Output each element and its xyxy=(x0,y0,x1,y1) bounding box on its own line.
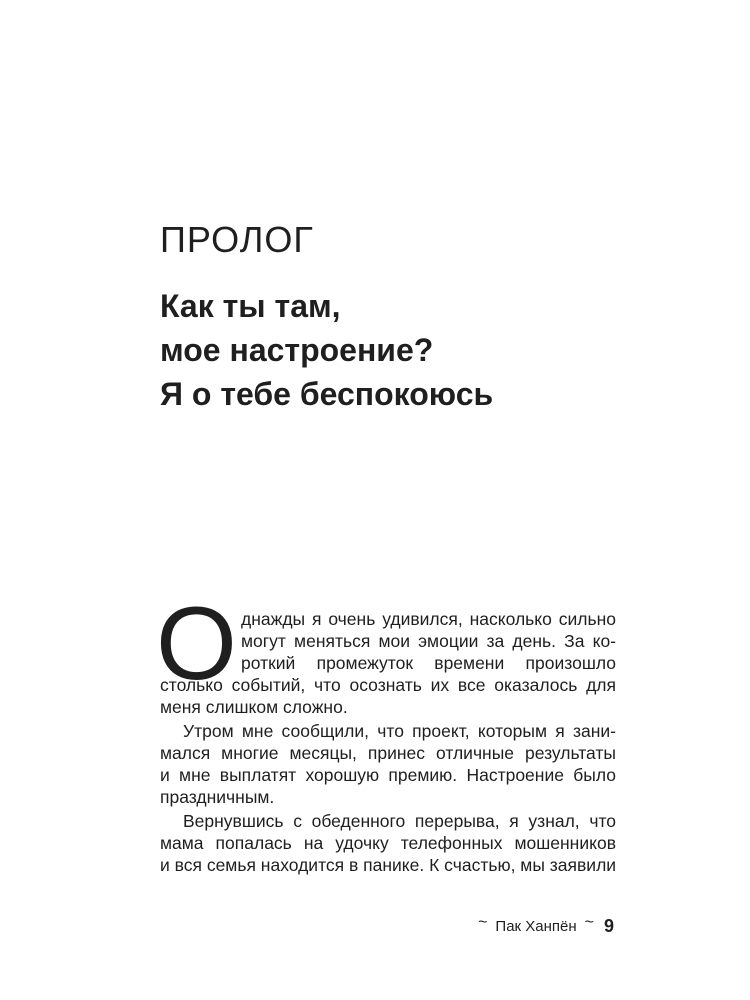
body-line: днажды я очень удивился, насколько сильно xyxy=(241,609,616,629)
body-line: и мне выплатят хорошую премию. Настроение было xyxy=(160,765,616,785)
body-line: и вся семья находится в панике. К счастью, мы заявили xyxy=(160,855,617,875)
body-line: Вернувшись с обеденного перерыва, я узнал, что xyxy=(183,811,616,831)
body-line: могут меняться мои эмоции за день. За ко- xyxy=(241,631,616,651)
chapter-title-line: Я о тебе беспокоюсь xyxy=(160,376,494,412)
footer-ornament-right: ~ xyxy=(584,913,594,931)
page-number: 9 xyxy=(603,916,614,936)
drop-cap: О xyxy=(156,586,237,702)
chapter-title xyxy=(160,284,620,416)
body-line: Утром мне сообщили, что проект, которым я зани- xyxy=(183,721,616,741)
body-line: праздничным. xyxy=(160,787,275,807)
chapter-title-line: Как ты там, xyxy=(160,288,341,324)
body-line: роткий промежуток времени произошло xyxy=(241,653,616,673)
footer-ornament-left: ~ xyxy=(478,913,488,931)
page-footer xyxy=(478,913,614,937)
body-line: мама попалась на удочку телефонных мошенников xyxy=(160,833,616,853)
chapter-title-line: мое настроение? xyxy=(160,332,434,368)
body-line: столько событий, что осознать их все оказалось для xyxy=(160,675,616,695)
body-line: меня слишком сложно. xyxy=(160,697,348,717)
body-line: мался многие месяцы, принес отличные результаты xyxy=(160,743,616,763)
running-author: Пак Ханпён xyxy=(495,918,577,935)
chapter-label: ПРОЛОГ xyxy=(160,219,314,260)
